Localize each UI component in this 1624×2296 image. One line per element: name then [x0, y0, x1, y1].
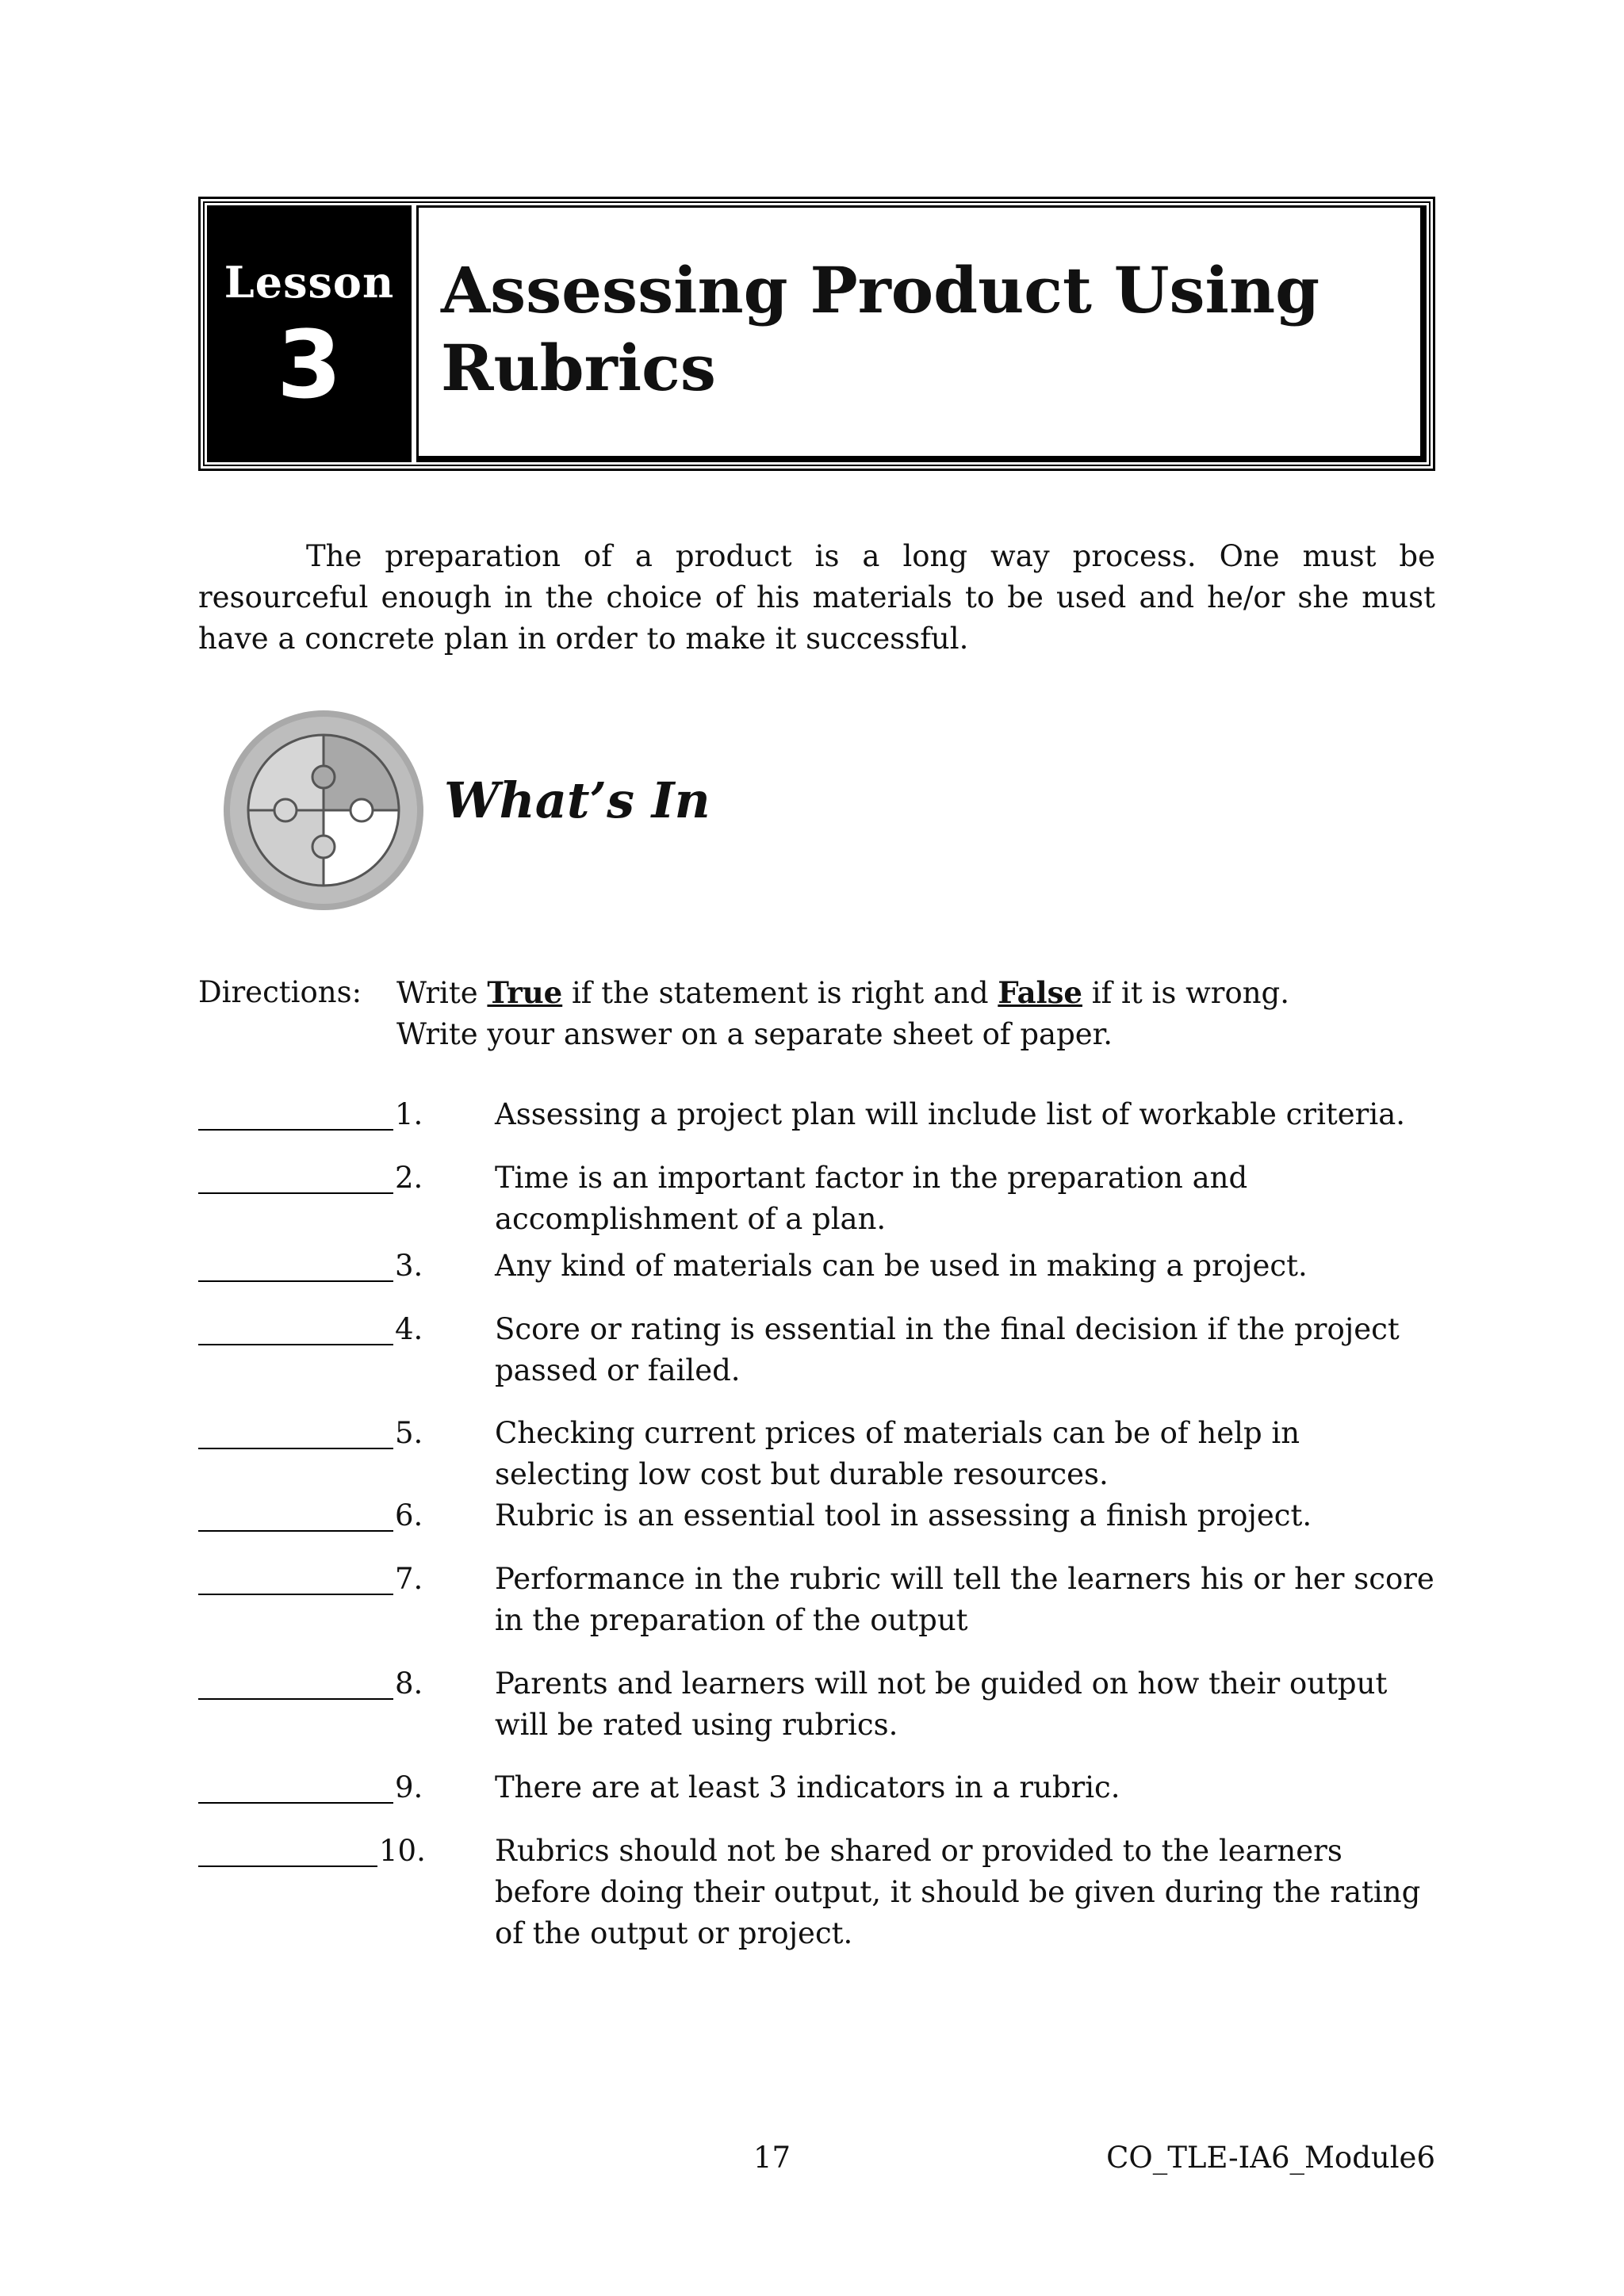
answer-blank[interactable] — [198, 1530, 393, 1532]
item-statement: Assessing a project plan will include list of workable criteria. — [495, 1097, 1406, 1131]
page-number: 17 — [753, 2141, 791, 2175]
answer-blank[interactable] — [198, 1448, 393, 1449]
item-number: 3. — [395, 1249, 423, 1283]
item-number: 2. — [395, 1161, 423, 1195]
directions-text — [396, 972, 1427, 1055]
answer-blank[interactable] — [198, 1594, 393, 1595]
module-code: CO_TLE-IA6_Module6 — [1106, 2141, 1435, 2175]
answer-blank[interactable] — [198, 1866, 377, 1867]
answer-blank[interactable] — [198, 1698, 393, 1700]
item-number: 8. — [395, 1667, 423, 1701]
lesson-label: Lesson — [224, 257, 395, 308]
lesson-badge — [207, 205, 412, 462]
item-statement: Parents and learners will not be guided on how their output will be rated using rubrics. — [495, 1667, 1388, 1742]
item-number: 4. — [395, 1312, 423, 1346]
answer-blank[interactable] — [198, 1280, 393, 1282]
lesson-number: 3 — [276, 310, 343, 419]
lesson-title — [441, 251, 1320, 407]
item-statement: Checking current prices of materials can be of help in selecting low cost but durable resources. — [495, 1416, 1300, 1491]
directions-label: Directions: — [198, 975, 362, 1009]
item-statement: Any kind of materials can be used in making a project. — [495, 1249, 1308, 1283]
lesson-title-line-1: Assessing Product Using — [441, 252, 1320, 327]
lesson-title-box — [416, 205, 1427, 462]
true-keyword: True — [487, 975, 563, 1010]
answer-blank[interactable] — [198, 1802, 393, 1804]
puzzle-circle-icon — [220, 707, 427, 913]
item-number: 9. — [395, 1770, 423, 1804]
item-statement: Performance in the rubric will tell the learners his or her score in the preparation of the output — [495, 1562, 1434, 1637]
item-statement: Score or rating is essential in the final decision if the project passed or failed. — [495, 1312, 1400, 1387]
item-number: 1. — [395, 1097, 423, 1131]
item-number: 7. — [395, 1562, 423, 1596]
lesson-header — [198, 197, 1435, 471]
directions-line-2: Write your answer on a separate sheet of paper. — [396, 1017, 1113, 1051]
intro-paragraph: The preparation of a product is a long way process. One must be resourceful enough in the choice of his materials to be used and he/or she must have a concrete plan in order to make it successful. — [198, 539, 1435, 656]
item-statement: Rubric is an essential tool in assessing a finish project. — [495, 1498, 1312, 1533]
item-number: 5. — [395, 1416, 423, 1450]
false-keyword: False — [998, 975, 1082, 1010]
directions-line-1: Write True if the statement is right and False if it is wrong. — [396, 975, 1289, 1010]
answer-blank[interactable] — [198, 1129, 393, 1131]
item-number: 6. — [395, 1498, 423, 1533]
item-statement: Rubrics should not be shared or provided to the learners before doing their output, it should be given during the rating of the output or project. — [495, 1834, 1421, 1950]
answer-blank[interactable] — [198, 1344, 393, 1345]
answer-blank[interactable] — [198, 1192, 393, 1194]
lesson-title-line-2: Rubrics — [441, 330, 716, 405]
whats-in-title: What’s In — [444, 771, 710, 829]
item-statement: There are at least 3 indicators in a rubric. — [495, 1770, 1120, 1804]
item-number: 10. — [379, 1834, 426, 1868]
item-statement: Time is an important factor in the preparation and accomplishment of a plan. — [495, 1161, 1248, 1236]
